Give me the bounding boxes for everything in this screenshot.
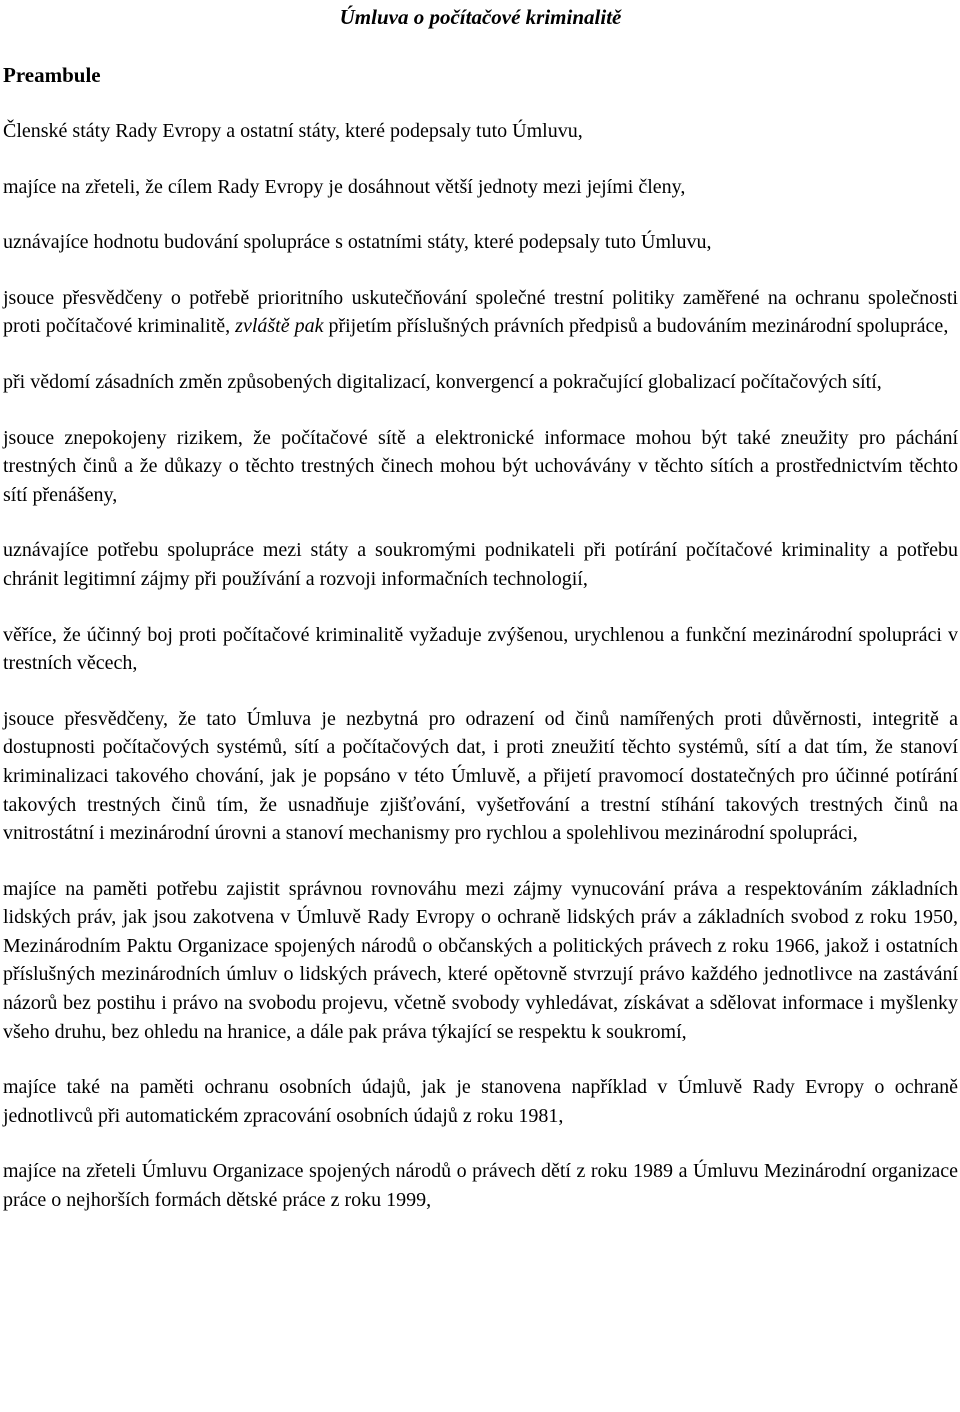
preamble-heading: Preambule — [3, 63, 101, 87]
paragraph-4: jsouce přesvědčeny o potřebě prioritního uskutečňování společné trestní politiky zaměřené na ochranu společnosti proti počítačové kriminalitě, zvláště pak přijetím příslušných právních předpisů a budováním mezinárodní spolupráce, — [3, 286, 958, 338]
paragraph-9: jsouce přesvědčeny, že tato Úmluva je nezbytná pro odrazení od činů namířených proti důvěrnosti, integritě a dostupnosti počítačových systémů, sítí a počítačových dat, i proti zneužití těchto systémů, sítí a dat tím, že stanoví kriminalizaci takového chování, jak je popsáno v této Úmluvě, a přijetí pravomocí dostatečných pro účinné potírání takových trestných činů tím, že usnadňuje zjišťování, vyšetřování a trestní stíhání takových trestných činů na vnitrostátní i mezinárodní úrovni a stanoví mechanismy pro rychlou a spolehlivou mezinárodní spolupráci, — [3, 707, 958, 845]
paragraph-11: majíce také na paměti ochranu osobních údajů, jak je stanovena například v Úmluvě Rady Evropy o ochraně jednotlivců při automatickém zpracování osobních údajů z roku 1981, — [3, 1076, 958, 1127]
paragraph-5: při vědomí zásadních změn způsobených digitalizací, konvergencí a pokračující globalizací počítačových sítí, — [3, 370, 882, 393]
paragraph-6: jsouce znepokojeny rizikem, že počítačové sítě a elektronické informace mohou být také zneužity pro páchání trestných činů a že důkazy o těchto trestných činech mohou být uchovávány v těchto sítích a prostřednictvím těchto sítí přenášeny, — [3, 426, 958, 506]
paragraph-3: uznávajíce hodnotu budování spolupráce s ostatními státy, které podepsaly tuto Úmluvu, — [3, 231, 712, 254]
paragraph-12: majíce na zřeteli Úmluvu Organizace spojených národů o právech dětí z roku 1989 a Úmluvu Mezinárodní organizace práce o nejhorších formách dětské práce z roku 1999, — [3, 1160, 958, 1212]
paragraph-7: uznávajíce potřebu spolupráce mezi státy a soukromými podnikateli při potírání počítačové kriminality a potřebu chránit legitimní zájmy při používání a rozvoji informačních technologií, — [3, 539, 958, 590]
paragraph-8: věříce, že účinný boj proti počítačové kriminalitě vyžaduje zvýšenou, urychlenou a funkční mezinárodní spolupráci v trestních věcech, — [3, 623, 958, 675]
emphasis-text: zvláště pak — [235, 315, 324, 338]
paragraph-10: majíce na paměti potřebu zajistit správnou rovnováhu mezi zájmy vynucování práva a respektováním základních lidských práv, jak jsou zakotvena v Úmluvě Rady Evropy o ochraně lidských práv a základních svobod z roku 1950, Mezinárodním Paktu Organizace spojených národů o občanských a politických právech z roku 1966, jakož i ostatních příslušných mezinárodních úmluv o lidských právech, které opětovně stvrzují právo každého jednotlivce na zastávání názorů bez postihu i právo na svobodu projevu, včetně svobody vyhledávat, získávat a sdělovat informace i myšlenky všeho druhu, bez ohledu na hranice, a dále pak práva týkající se respektu k soukromí, — [3, 877, 958, 1043]
paragraph-1: Členské státy Rady Evropy a ostatní státy, které podepsaly tuto Úmluvu, — [3, 120, 583, 142]
paragraph-2: majíce na zřeteli, že cílem Rady Evropy je dosáhnout větší jednoty mezi jejími členy, — [3, 175, 686, 198]
document-title: Úmluva o počítačové kriminalitě — [339, 5, 622, 29]
